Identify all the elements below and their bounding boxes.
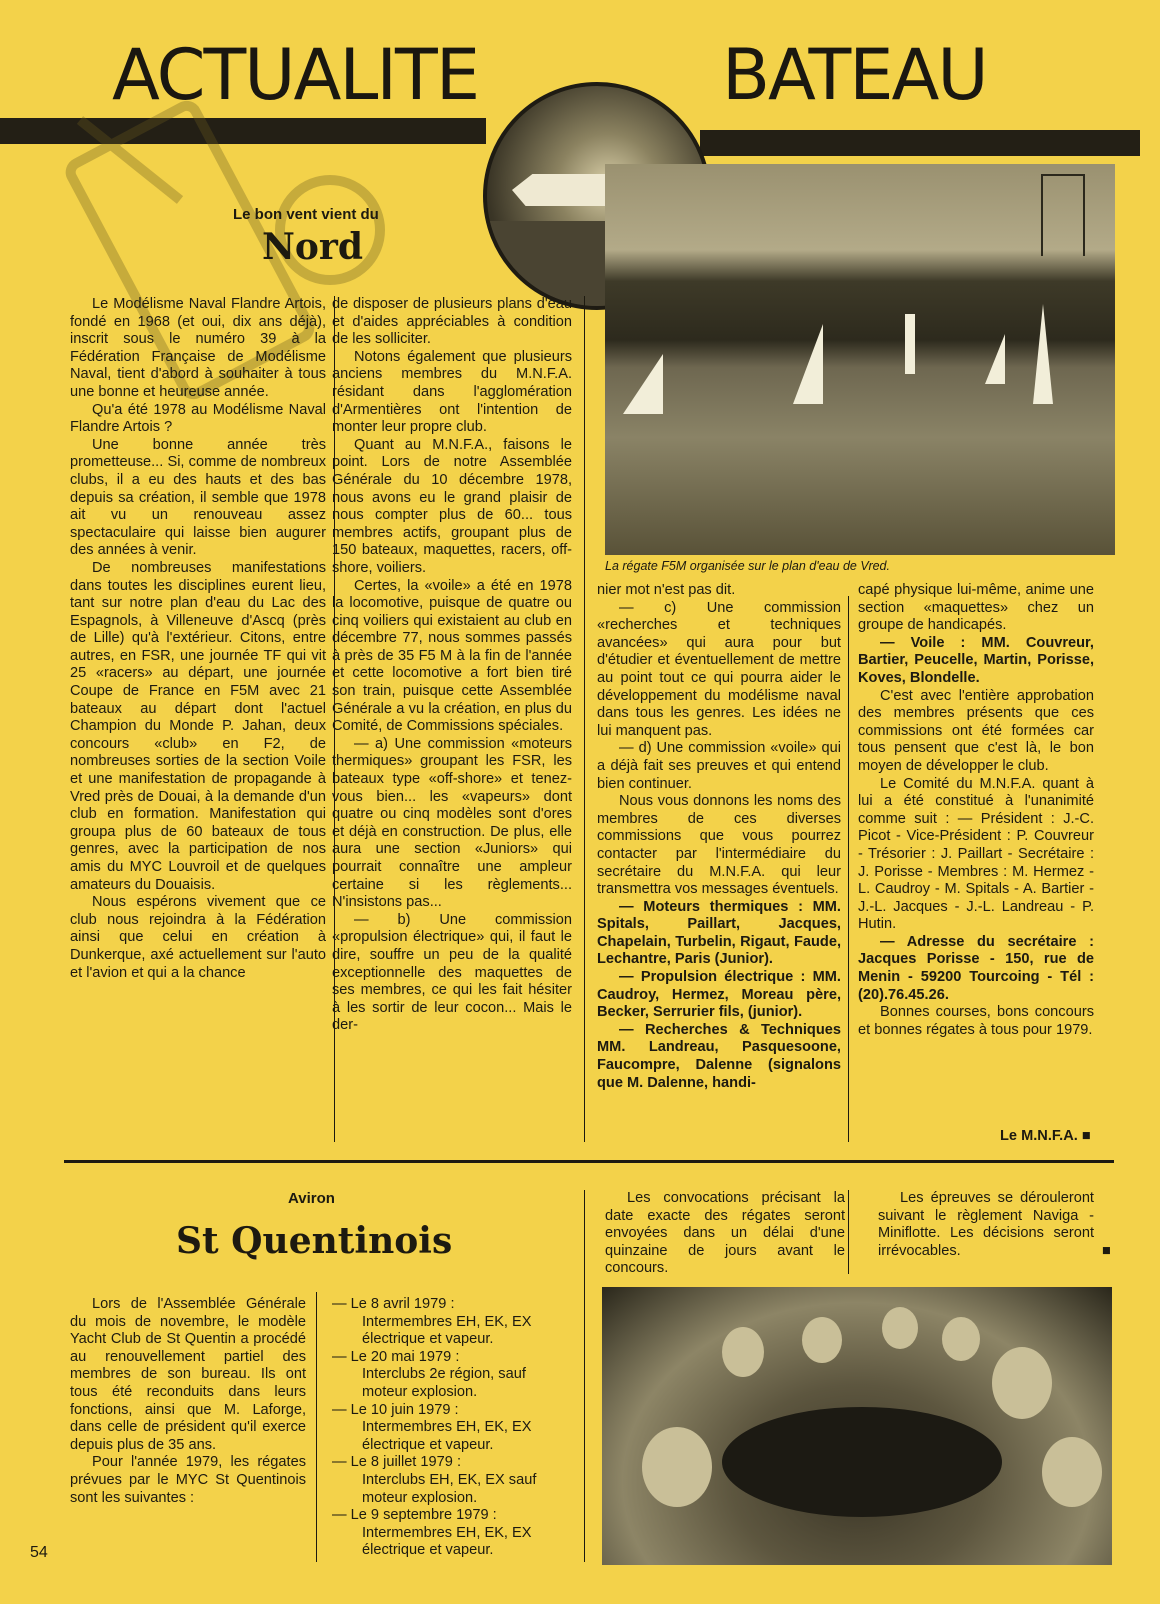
paragraph: — Adresse du secrétaire : Jacques Porisse - 150, rue de Menin - 59200 Tourcoing - Tél : (20).76.45.26. <box>858 933 1094 1003</box>
regatta-dates-list <box>332 1296 572 1560</box>
column-rule-6 <box>848 1190 849 1274</box>
paragraph: capé physique lui-même, anime une section «maquettes» chez un groupe de handicapés. <box>858 582 1094 634</box>
list-item <box>332 1507 572 1560</box>
aviron-title: St Quentinois <box>176 1220 453 1262</box>
nord-title: Nord <box>262 226 364 268</box>
list-item-date: — Le 20 mai 1979 : <box>332 1348 460 1365</box>
paragraph: Les épreuves se dérouleront suivant le règlement Naviga - Miniflotte. Les décisions seront irrévocables. <box>878 1190 1094 1259</box>
paragraph: Nous vous donnons les noms des membres de ces diverses commissions que vous pourrez contacter par l'intermédiaire du secrétaire du M.N.F.A. qui leur transmettra vos messages éventuels. <box>597 793 841 898</box>
paragraph: de disposer de plusieurs plans d'eau et d'aides appréciables à condition de les solliciter. <box>332 296 572 348</box>
paragraph: — Moteurs thermiques : MM. Spitals, Paillart, Jacques, Chapelain, Turbelin, Rigaut, Faude, Lechantre, Paris (Junior). <box>597 898 841 968</box>
paragraph: Le Modélisme Naval Flandre Artois, fondé en 1968 (et oui, dix ans déjà), inscrit sous le numéro 39 à la Fédération Française de Modélisme Naval, tient d'abord à souhaiter à tous une bonne et heureuse année. <box>70 296 326 400</box>
nord-column-3 <box>597 582 841 1092</box>
paragraph: De nombreuses manifestations dans toutes les disciplines eurent lieu, tant sur notre plan d'eau du Lac des Espagnols, à Villeneuve d'Ascq (près de Lille) qu'à l'extérieur. Citons, entre autres, en FSR, une journée TF qui vit 25 «racers» au départ, une journée Coupe de France en F5M avec 21 bateaux au départ dont l'actuel Champion du Monde P. Jahan, deux concours «club» en F2, de nombreuses sorties de la section Voile et une manifestation de propagande à Vred près de Douai, à la demande d'un club en formation. Manifestation qui groupa plus de 60 bateaux de tous genres, avec la participation de nos amis du MYC Louvroil et de quelques amateurs du Douaisis. <box>70 559 326 893</box>
list-item <box>332 1296 572 1349</box>
column-rule-3 <box>848 596 849 1142</box>
nord-kicker: Le bon vent vient du <box>233 206 379 223</box>
list-item-desc: Interclubs 2e région, sauf moteur explosion. <box>362 1366 526 1400</box>
regatta-photo <box>605 164 1115 555</box>
paragraph: Qu'a été 1978 au Modélisme Naval Flandre Artois ? <box>70 401 326 436</box>
paragraph: Bonnes courses, bons concours et bonnes régates à tous pour 1979. <box>858 1004 1094 1038</box>
list-item <box>332 1454 572 1507</box>
list-item-desc: Intermembres EH, EK, EX électrique et vapeur. <box>362 1313 532 1348</box>
aviron-kicker: Aviron <box>288 1190 335 1207</box>
paragraph: — d) Une commission «voile» qui a déjà fait ses preuves et qui entend bien continuer. <box>597 740 841 792</box>
section-divider <box>64 1160 1114 1163</box>
column-rule-4 <box>316 1292 317 1562</box>
paragraph: Une bonne année très prometteuse... Si, comme de nombreux clubs, il a eu des hauts et des bas depuis sa création, il semble que 1978 ait vu un renouveau assez spectaculaire qui laisse bien augurer des années à venir. <box>70 436 326 559</box>
paragraph: Quant au M.N.F.A., faisons le point. Lors de notre Assemblée Générale du 10 décembre 1978, nous avons eu le grand plaisir de nous compter plus de 60... tous membres actifs, groupant plus de 150 bateaux, maquettes, racers, off-shore, voiliers. <box>332 436 572 576</box>
header-left-title: ACTUALITE <box>112 34 479 116</box>
paragraph: Certes, la «voile» a été en 1978 la locomotive, puisque de quatre ou cinq voiliers qui existaient au club en décembre 77, nous sommes passés à près de 35 F5 M à la fin de l'année et cette locomotive a fort bien tiré son train, puisque cette Assemblée Générale a vu la création, en plus du Comité, de Commissions spéciales. <box>332 577 572 735</box>
list-item-desc: Intermembres EH, EK, EX électrique et vapeur. <box>362 1524 532 1559</box>
list-item <box>332 1349 572 1402</box>
paragraph: — b) Une commission «propulsion électrique» qui, il faut le dire, souffre un peu de la qualité exceptionnelle des maquettes de ses membres, ce qui les fait hésiter à les sortir de leur cocon... Mais le der- <box>332 911 572 1034</box>
nord-column-2 <box>332 296 572 1035</box>
paragraph: Les convocations précisant la date exacte des régates seront envoyées dans un délai d'une quinzaine de jours avant le concours. <box>605 1190 845 1277</box>
end-mark-icon: ■ <box>1102 1243 1111 1259</box>
paragraph: Pour l'année 1979, les régates prévues par le MYC St Quentinois sont les suivantes : <box>70 1454 306 1506</box>
header-band-right <box>700 130 1140 156</box>
paragraph: — c) Une commission «recherches et techniques avancées» qui aura pour but d'étudier et éventuellement de mettre au point tout ce qui pourra aider le développement du modélisme naval dans tous les genres. Les idées ne lui manquent pas. <box>597 599 841 739</box>
nord-column-4 <box>858 582 1094 1039</box>
paragraph: Nous espérons vivement que ce club nous rejoindra à la Fédération ainsi que celui en création à Dunkerque, axé actuellement sur l'auto et l'avion et qui a la chance <box>70 894 326 981</box>
aviron-column-4 <box>878 1190 1094 1260</box>
paragraph: Le Comité du M.N.F.A. quant à lui a été constitué à l'unanimité comme suit : — Président : J.-C. Picot - Vice-Président : P. Couvreur - Trésorier : J. Paillart - Secrétaire : J. Porisse - Membres : M. Hermez - L. Caudroy - M. Spitals - A. Bartier - J.-L. Jacques - J.-L. Landreau - P. Hutin. <box>858 775 1094 933</box>
aviron-column-1 <box>70 1296 306 1507</box>
list-item-desc: Intermembres EH, EK, EX électrique et vapeur. <box>362 1419 532 1453</box>
assembly-meeting-photo <box>602 1287 1112 1565</box>
list-item <box>332 1402 572 1455</box>
paragraph: nier mot n'est pas dit. <box>597 582 736 598</box>
article-signature <box>1000 1128 1091 1144</box>
paragraph: Notons également que plusieurs anciens membres du M.N.F.A. résidant dans l'agglomération d'Armentières ont l'intention de monter leur propre club. <box>332 348 572 436</box>
aviron-column-3 <box>605 1190 845 1278</box>
list-item-date: — Le 8 avril 1979 : <box>332 1296 455 1312</box>
end-mark-icon: ■ <box>1081 1128 1091 1144</box>
signature-text: Le M.N.F.A. <box>1000 1128 1078 1144</box>
paragraph: Lors de l'Assemblée Générale du mois de novembre, le modèle Yacht Club de St Quentin a procédé au renouvellement partiel des membres de son bureau. Ils ont tous été reconduits dans leurs fonctions, ainsi que M. Laforge, dans celle de président qu'il exerce depuis plus de 35 ans. <box>70 1296 306 1453</box>
nord-column-1 <box>70 296 326 982</box>
column-rule-5 <box>584 1190 585 1562</box>
paragraph: — Propulsion électrique : MM. Caudroy, Hermez, Moreau père, Becker, Serrurier fils, (junior). <box>597 969 841 1021</box>
list-item-date: — Le 8 juillet 1979 : <box>332 1454 461 1471</box>
paragraph: — Recherches & Techniques MM. Landreau, Pasquesoone, Faucompre, Dalenne (signalons que M. Dalenne, handi- <box>597 1021 841 1091</box>
paragraph: C'est avec l'entière approbation des membres présents que ces commissions ont été formées car tous pensent que c'est là, le bon moyen de développer le club. <box>858 687 1094 774</box>
header-right-title: BATEAU <box>722 34 987 116</box>
list-item-date: — Le 10 juin 1979 : <box>332 1401 459 1418</box>
paragraph: — Voile : MM. Couvreur, Bartier, Peucelle, Martin, Porisse, Koves, Blondelle. <box>858 634 1094 686</box>
list-item-desc: Interclubs EH, EK, EX sauf moteur explosion. <box>362 1471 537 1506</box>
list-item-date: — Le 9 septembre 1979 : <box>332 1507 497 1524</box>
paragraph: — a) Une commission «moteurs thermiques» groupant les FSR, les bateaux type «off-shore» et tenez-vous bien... les «vapeurs» dont quatre ou cinq modèles sont d'ores et déjà en construction. De plus, elle aura une section «Juniors» qui pourrait connaître une ampleur certaine si les règlements... N'insistons pas... <box>332 735 572 911</box>
column-rule-2 <box>584 296 585 1142</box>
photo-caption: La régate F5M organisée sur le plan d'eau de Vred. <box>605 559 890 573</box>
page-number: 54 <box>30 1544 48 1561</box>
